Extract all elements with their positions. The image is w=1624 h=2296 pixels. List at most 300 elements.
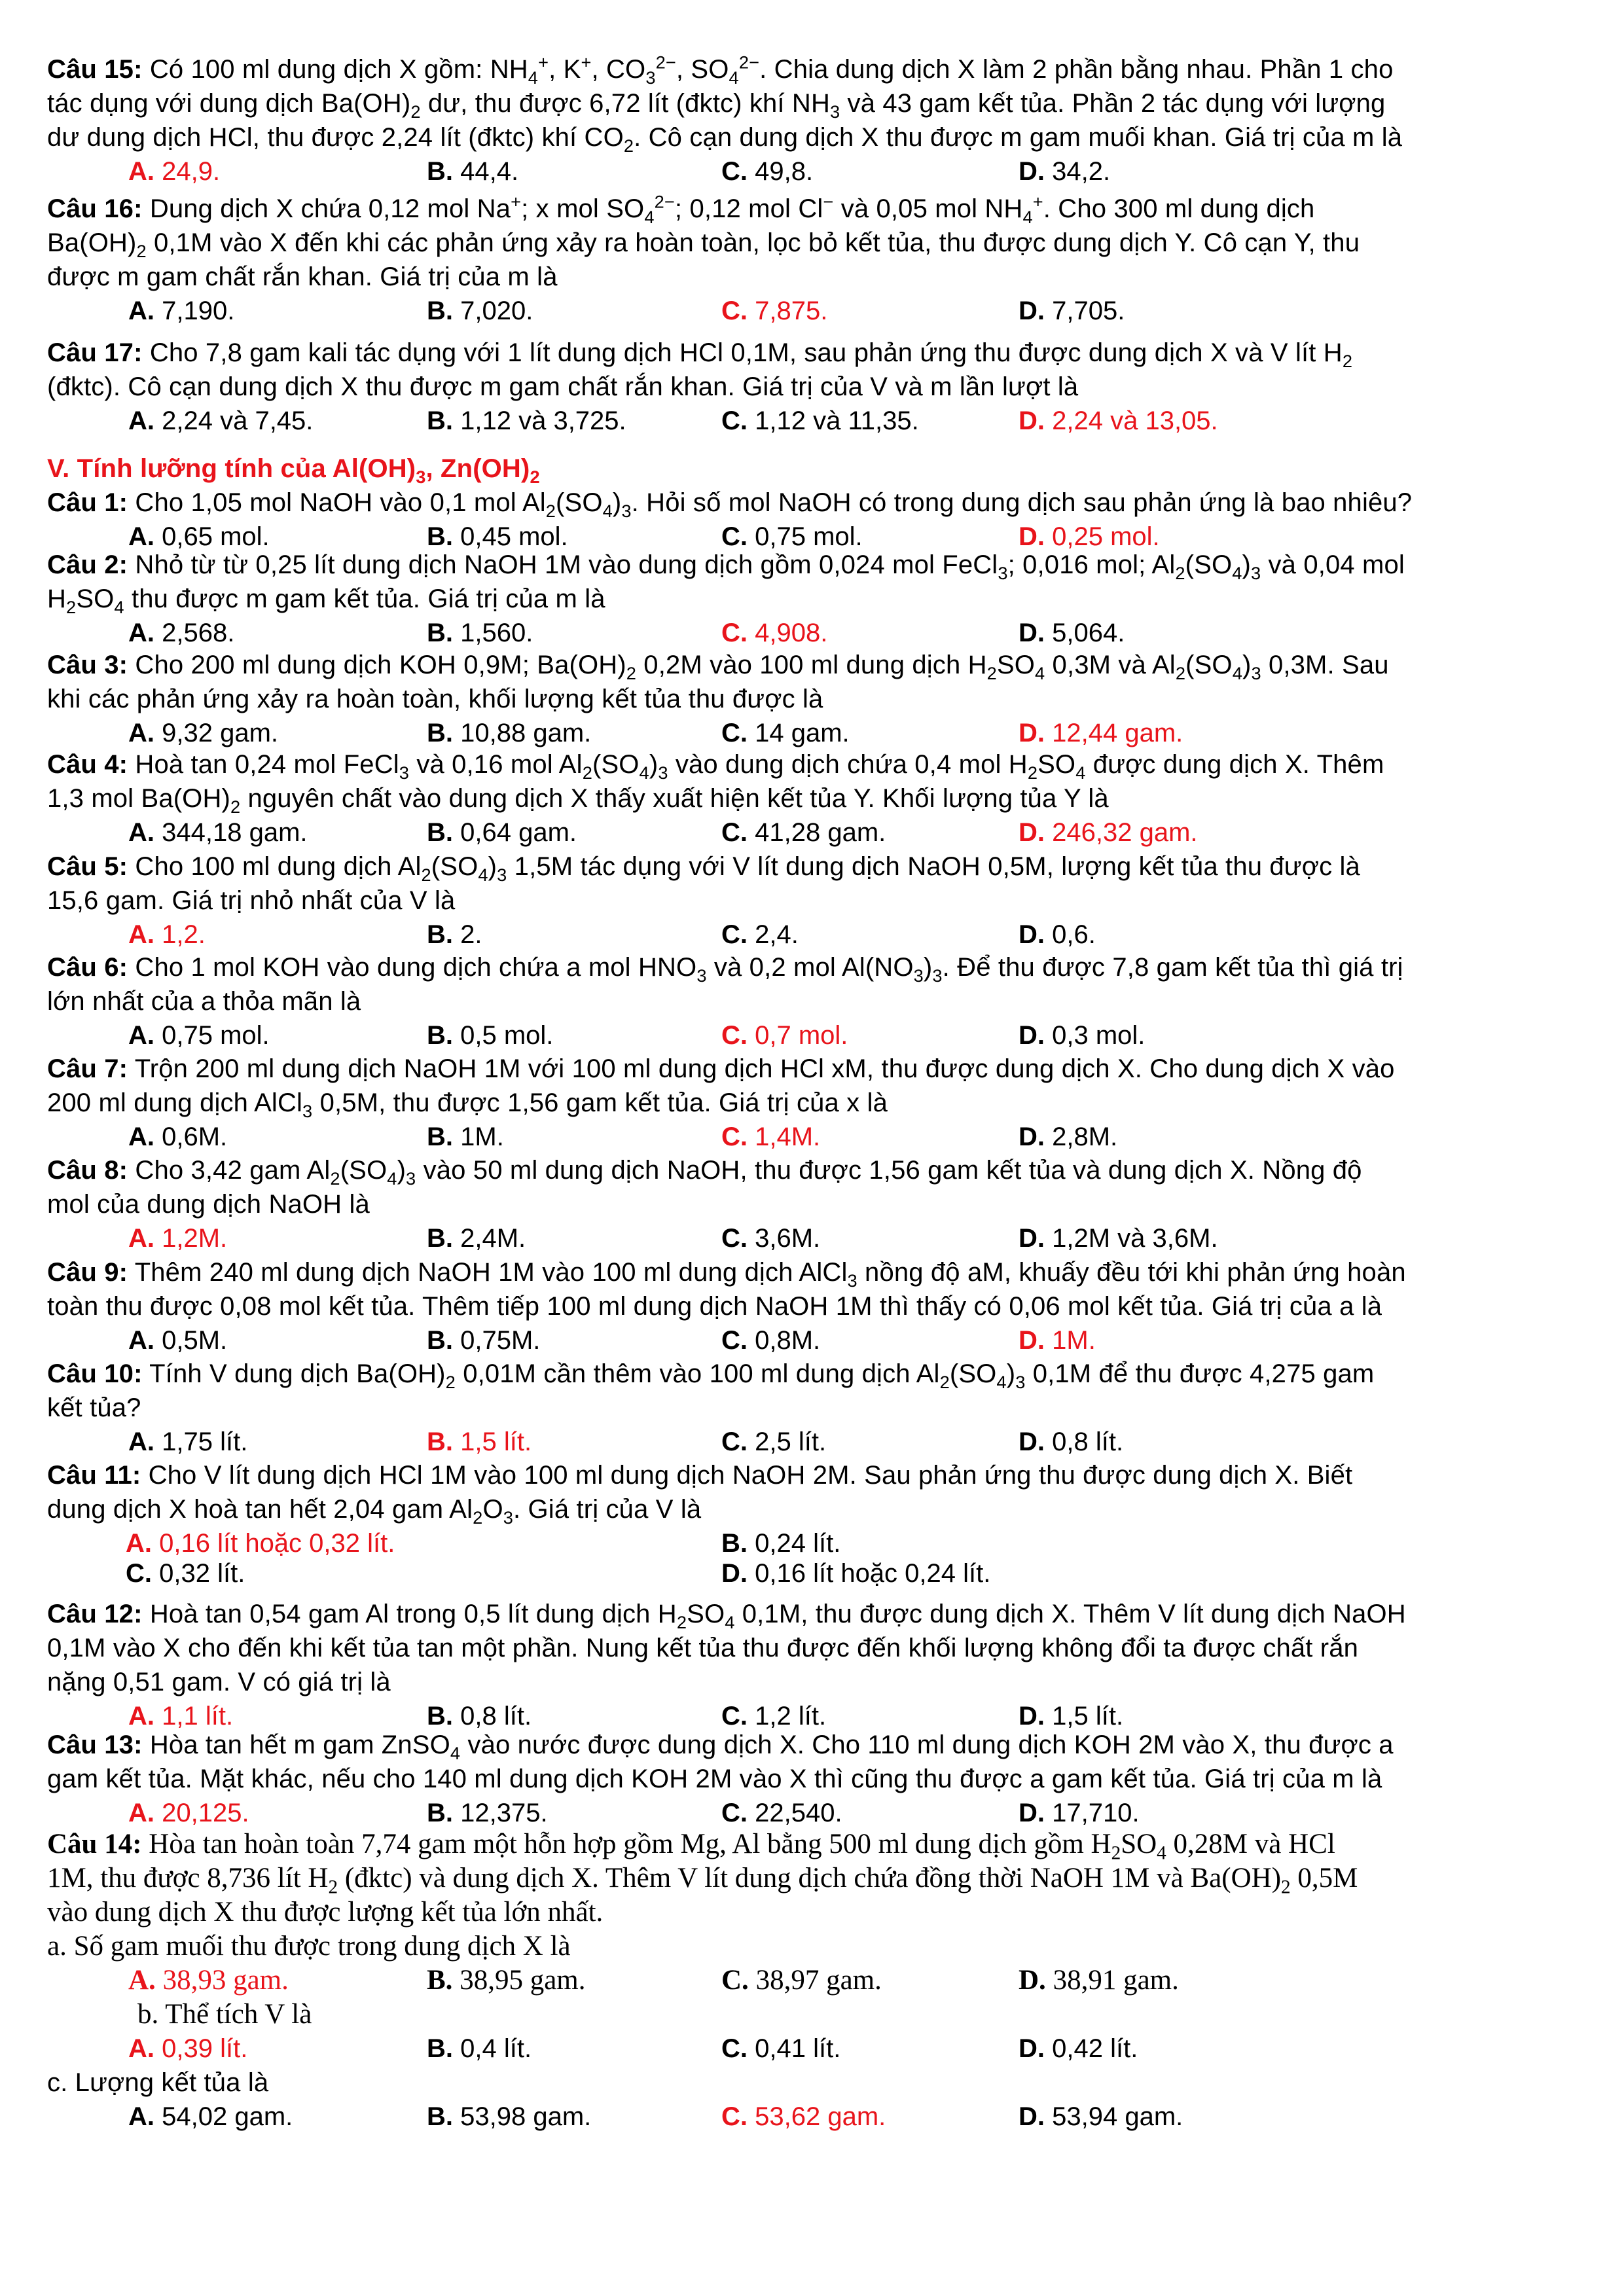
option-letter: D. — [721, 1559, 748, 1588]
question-text: Dung dịch X chứa 0,12 mol Na+; x mol $SO_4^{2-}$; 0,12 mol Cl− và 0,05 mol $NH_4^+$. Cho 300 ml dung dịch — [149, 191, 1315, 227]
option-text: 53,94 gam. — [1052, 2102, 1183, 2131]
option-letter: A. — [128, 2034, 154, 2063]
answer-option[interactable] — [128, 404, 313, 438]
question-text: 200 ml dung dịch AlCl$_3$ 0,5M, thu được 1,56 gam kết tủa. Giá trị của x là — [47, 1088, 888, 1121]
s8-line — [47, 1187, 1579, 1221]
option-letter: A. — [126, 1529, 152, 1558]
section-heading: V. Tính lưỡng tính của $Al(OH)_3$, $Zn(OH)_2$ — [47, 454, 540, 487]
option-letter: C. — [721, 2102, 748, 2131]
question-number: Câu 3: — [47, 651, 128, 679]
option-letter: A. — [128, 1799, 154, 1827]
q15-line — [47, 86, 1579, 120]
option-letter: C. — [721, 1799, 748, 1827]
s4-line — [47, 781, 1579, 816]
option-text: 2,5 lít. — [755, 1427, 827, 1456]
option-letter: C. — [721, 1702, 748, 1731]
s1-line — [47, 486, 1579, 520]
answer-option[interactable] — [721, 1964, 882, 1998]
option-text: 1M. — [460, 1122, 504, 1151]
option-text: 14 gam. — [755, 719, 850, 747]
question-text: Cho 200 ml dung dịch KOH 0,9M; $Ba(OH)_2$ 0,2M vào 100 ml dung dịch $H_2SO_4$ 0,3M và $Al_2(SO_4)_3$ 0,3M. Sau — [135, 651, 1389, 683]
question-text: a. Số gam muối thu được trong dung dịch X là — [47, 1931, 571, 1962]
answer-option[interactable] — [721, 404, 919, 438]
option-text: 0,24 lít. — [755, 1529, 841, 1558]
answer-option[interactable] — [721, 2032, 840, 2066]
question-text: Cho 1 mol KOH vào dung dịch chứa a mol $HNO_3$ và 0,2 mol $Al(NO_3)_3$. Để thu được 7,8 gam kết tủa thì giá trị — [135, 953, 1403, 986]
option-letter: A. — [128, 1965, 156, 1996]
question-text: dư dung dịch HCl, thu được 2,24 lít (đktc) khí $CO_2$. Cô cạn dung dịch X thu được m gam muối khan. Giá trị của m là — [47, 123, 1403, 156]
option-letter: D. — [1019, 1965, 1046, 1996]
question-text: mol của dung dịch NaOH là — [47, 1190, 370, 1219]
option-letter: C. — [721, 406, 748, 435]
question-text: Hoà tan 0,54 gam Al trong 0,5 lít dung dịch $H_2SO_4$ 0,1M, thu được dung dịch X. Thêm V lít dung dịch NaOH — [149, 1600, 1406, 1632]
answer-option[interactable] — [427, 1120, 504, 1154]
question-number: Câu 13: — [47, 1731, 143, 1759]
option-text: 49,8. — [755, 157, 814, 186]
option-text: 0,16 lít hoặc 0,24 lít. — [755, 1559, 991, 1588]
option-text: 1,560. — [460, 619, 533, 647]
question-text: toàn thu được 0,08 mol kết tủa. Thêm tiếp 100 ml dung dịch NaOH 1M thì thấy có 0,06 mol kết tủa. Giá trị của a là — [47, 1292, 1382, 1321]
question-text: Hoà tan 0,24 mol FeCl$_3$ và 0,16 mol $Al_2(SO_4)_3$ vào dung dịch chứa 0,4 mol $H_2SO_4$ được dung dịch X. Thêm — [135, 750, 1384, 783]
s9-line — [47, 1289, 1579, 1323]
option-text: 1,2M. — [162, 1224, 228, 1253]
s8-line — [47, 1153, 1579, 1187]
s13-line — [47, 1728, 1579, 1762]
option-letter: C. — [721, 1326, 748, 1355]
question-number: Câu 15: — [47, 55, 143, 84]
option-text: 5,064. — [1052, 619, 1125, 647]
s14-line — [47, 1895, 1579, 1929]
option-text: 0,16 lít hoặc 0,32 lít. — [159, 1529, 395, 1558]
q16-line — [47, 260, 1579, 294]
question-number: Câu 5: — [47, 852, 128, 881]
option-letter: C. — [721, 1122, 748, 1151]
option-text: 7,875. — [755, 296, 828, 325]
option-letter: C. — [721, 1021, 748, 1050]
answer-option[interactable] — [126, 1556, 245, 1590]
answer-option[interactable] — [1019, 154, 1110, 188]
option-text: 2. — [460, 920, 482, 949]
option-text: 0,4 lít. — [460, 2034, 532, 2063]
q17-line — [47, 336, 1579, 370]
option-letter: C. — [721, 296, 748, 325]
option-text: 1,12 và 11,35. — [755, 406, 919, 435]
option-text: 12,44 gam. — [1052, 719, 1183, 747]
answer-option[interactable] — [128, 2100, 293, 2134]
option-letter: A. — [128, 920, 154, 949]
option-text: 24,9. — [162, 157, 221, 186]
option-letter: C. — [721, 1965, 749, 1996]
option-letter: B. — [427, 2034, 453, 2063]
answer-option[interactable] — [427, 1221, 526, 1255]
option-letter: C. — [721, 920, 748, 949]
question-text: Nhỏ từ từ 0,25 lít dung dịch NaOH 1M vào dung dịch gồm 0,024 mol FeCl$_3$; 0,016 mol; $Al_2(SO_4)_3$ và 0,04 mol — [135, 550, 1405, 583]
option-text: 0,8 lít. — [460, 1702, 532, 1731]
option-letter: B. — [427, 1427, 453, 1456]
answer-option[interactable] — [427, 918, 482, 952]
option-text: 1,2. — [162, 920, 206, 949]
option-text: 44,4. — [460, 157, 519, 186]
answer-option[interactable] — [1019, 1796, 1140, 1830]
answer-option-correct[interactable] — [721, 1018, 848, 1052]
option-letter: A. — [128, 2102, 154, 2131]
option-letter: D. — [1019, 2102, 1045, 2131]
option-text: 53,98 gam. — [460, 2102, 592, 2131]
option-letter: D. — [1019, 818, 1045, 847]
s14-part-b — [137, 1998, 1624, 2032]
question-number: Câu 17: — [47, 338, 143, 367]
answer-option-correct[interactable] — [128, 154, 220, 188]
option-letter: D. — [1019, 1122, 1045, 1151]
question-text: $H_2SO_4$ thu được m gam kết tủa. Giá trị của m là — [47, 584, 605, 617]
answer-option-correct[interactable] — [128, 918, 206, 952]
option-letter: A. — [128, 157, 154, 186]
option-text: 22,540. — [755, 1799, 842, 1827]
option-text: 1,1 lít. — [162, 1702, 234, 1731]
answer-option[interactable] — [427, 1796, 548, 1830]
question-text: (đktc). Cô cạn dung dịch X thu được m gam chất rắn khan. Giá trị của V và m lần lượt là — [47, 372, 1079, 401]
answer-option-correct[interactable] — [721, 2100, 886, 2134]
option-letter: C. — [721, 522, 748, 551]
option-letter: D. — [1019, 1427, 1045, 1456]
option-letter: C. — [721, 157, 748, 186]
answer-option[interactable] — [128, 1120, 227, 1154]
q16-line — [47, 192, 1579, 226]
option-text: 2,24 và 7,45. — [162, 406, 314, 435]
option-text: 1M. — [1052, 1326, 1096, 1355]
option-text: 38,93 gam. — [162, 1965, 289, 1996]
question-text: $Ba(OH)_2$ 0,1M vào X đến khi các phản ứng xảy ra hoàn toàn, lọc bỏ kết tủa, thu được dung dịch Y. Cô cạn Y, thu — [47, 228, 1360, 261]
option-letter: B. — [721, 1529, 748, 1558]
option-letter: A. — [128, 1021, 154, 1050]
s7-line — [47, 1086, 1579, 1120]
s4-line — [47, 747, 1579, 781]
s14-line — [47, 1861, 1579, 1898]
answer-option-correct[interactable] — [1019, 1323, 1096, 1357]
answer-option-correct[interactable] — [427, 1425, 532, 1459]
answer-option[interactable] — [721, 716, 850, 750]
option-text: 7,190. — [162, 296, 235, 325]
option-text: 2,568. — [162, 619, 235, 647]
option-text: 344,18 gam. — [162, 818, 308, 847]
option-letter: A. — [128, 1702, 154, 1731]
option-text: 0,64 gam. — [460, 818, 577, 847]
answer-option-correct[interactable] — [128, 2032, 247, 2066]
question-text: Cho 100 ml dung dịch $Al_2(SO_4)_3$ 1,5M tác dụng với V lít dung dịch NaOH 0,5M, lượng kết tủa thu được là — [135, 852, 1360, 885]
option-text: 0,5 mol. — [460, 1021, 554, 1050]
option-text: 0,32 lít. — [159, 1559, 245, 1588]
question-number: Câu 9: — [47, 1258, 128, 1287]
option-letter: D. — [1019, 157, 1045, 186]
answer-option[interactable] — [1019, 1964, 1179, 1998]
option-letter: A. — [128, 522, 154, 551]
option-text: 2,4. — [755, 920, 799, 949]
answer-option-correct[interactable] — [128, 1964, 289, 1998]
question-text: Có 100 ml dung dịch X gồm: $NH_4^+$, K+, $CO_3^{2-}$, $SO_4^{2-}$. Chia dung dịch X làm 2 phần bằng nhau. Phần 1 cho — [149, 52, 1394, 88]
option-text: 9,32 gam. — [162, 719, 279, 747]
option-letter: D. — [1019, 1021, 1045, 1050]
answer-option[interactable] — [128, 1018, 270, 1052]
s3-line — [47, 648, 1579, 682]
s12-line — [47, 1631, 1579, 1665]
answer-option[interactable] — [721, 1556, 990, 1590]
option-letter: A. — [128, 296, 154, 325]
option-text: 0,42 lít. — [1052, 2034, 1138, 2063]
s9-line — [47, 1255, 1579, 1289]
option-text: 38,95 gam. — [460, 1965, 586, 1996]
answer-option[interactable] — [721, 918, 799, 952]
option-text: 53,62 gam. — [755, 2102, 886, 2131]
s2-line — [47, 548, 1579, 582]
option-letter: D. — [1019, 1702, 1045, 1731]
question-number: Câu 4: — [47, 750, 128, 779]
answer-option-correct[interactable] — [1019, 816, 1198, 850]
option-text: 1,5 lít. — [460, 1427, 532, 1456]
answer-option[interactable] — [1019, 918, 1096, 952]
s10-line — [47, 1357, 1579, 1391]
q15-line — [47, 120, 1579, 154]
option-letter: B. — [427, 818, 453, 847]
option-letter: D. — [1019, 522, 1045, 551]
s10-line — [47, 1391, 1579, 1425]
question-text: kết tủa? — [47, 1393, 141, 1422]
option-letter: B. — [427, 920, 453, 949]
question-number: Câu 16: — [47, 194, 143, 223]
question-text: Tính V dung dịch $Ba(OH)_2$ 0,01M cần thêm vào 100 ml dung dịch $Al_2(SO_4)_3$ 0,1M để thu được 4,275 gam — [149, 1359, 1375, 1392]
option-text: 0,7 mol. — [755, 1021, 848, 1050]
question-text: lớn nhất của a thỏa mãn là — [47, 987, 361, 1016]
question-text: Trộn 200 ml dung dịch NaOH 1M với 100 ml dung dịch HCl xM, thu được dung dịch X. Cho dung dịch X vào — [134, 1054, 1395, 1083]
answer-option-correct[interactable] — [128, 1796, 249, 1830]
s12-line — [47, 1665, 1579, 1699]
answer-option[interactable] — [721, 1425, 826, 1459]
option-letter: B. — [427, 1799, 453, 1827]
option-text: 0,75 mol. — [162, 1021, 270, 1050]
s12-line — [47, 1597, 1579, 1631]
option-text: 1,2M và 3,6M. — [1052, 1224, 1218, 1253]
question-text: tác dụng với dung dịch $Ba(OH)_2$ dư, thu được 6,72 lít (đktc) khí $NH_3$ và 43 gam kết tủa. Phần 2 tác dụng với lượng — [47, 89, 1386, 122]
question-text: được m gam chất rắn khan. Giá trị của m là — [47, 262, 558, 291]
s11-line — [47, 1458, 1579, 1492]
option-text: 17,710. — [1052, 1799, 1140, 1827]
option-letter: A. — [128, 1326, 154, 1355]
option-text: 38,91 gam. — [1053, 1965, 1179, 1996]
option-letter: C. — [721, 1224, 748, 1253]
option-text: 0,41 lít. — [755, 2034, 841, 2063]
option-text: 246,32 gam. — [1052, 818, 1198, 847]
question-number: Câu 14: — [47, 1829, 142, 1859]
answer-option-correct[interactable] — [128, 1221, 227, 1255]
question-text: Hòa tan hết m gam ZnSO$_4$ vào nước được dung dịch X. Cho 110 ml dung dịch KOH 2M vào X, thu được a — [149, 1731, 1394, 1763]
answer-option[interactable] — [1019, 1018, 1145, 1052]
question-number: Câu 1: — [47, 488, 128, 517]
s6-line — [47, 984, 1579, 1018]
option-letter: C. — [721, 619, 748, 647]
option-letter: A. — [128, 1427, 154, 1456]
answer-option[interactable] — [427, 1964, 585, 1998]
s7-line — [47, 1052, 1579, 1086]
option-letter: B. — [427, 1021, 453, 1050]
option-letter: A. — [128, 719, 154, 747]
answer-option[interactable] — [427, 404, 626, 438]
option-text: 2,4M. — [460, 1224, 526, 1253]
question-text: c. Lượng kết tủa là — [47, 2068, 269, 2097]
answer-option[interactable] — [721, 1221, 820, 1255]
answer-option[interactable] — [1019, 1221, 1218, 1255]
answer-option[interactable] — [128, 816, 308, 850]
answer-option[interactable] — [721, 1526, 840, 1560]
option-letter: C. — [721, 2034, 748, 2063]
answer-option[interactable] — [1019, 2100, 1183, 2134]
option-text: 0,5M. — [162, 1326, 228, 1355]
s5-line — [47, 884, 1579, 918]
option-letter: D. — [1019, 1224, 1045, 1253]
answer-option[interactable] — [721, 1323, 820, 1357]
q17-line — [47, 370, 1579, 404]
question-number: Câu 2: — [47, 550, 128, 579]
s14-part-c — [47, 2066, 1579, 2100]
option-text: 3,6M. — [755, 1224, 821, 1253]
question-text: Cho 3,42 gam $Al_2(SO_4)_3$ vào 50 ml dung dịch NaOH, thu được 1,56 gam kết tủa và dung dịch X. Nồng độ — [135, 1156, 1362, 1189]
option-letter: D. — [1019, 920, 1045, 949]
question-text: khi các phản ứng xảy ra hoàn toàn, khối lượng kết tủa thu được là — [47, 685, 823, 713]
answer-option[interactable] — [128, 616, 234, 650]
option-letter: B. — [427, 157, 453, 186]
question-text: Thêm 240 ml dung dịch NaOH 1M vào 100 ml dung dịch AlCl$_3$ nồng độ aM, khuấy đều tới khi phản ứng hoàn — [134, 1258, 1406, 1291]
answer-option[interactable] — [427, 2100, 591, 2134]
s13-line — [47, 1762, 1579, 1796]
answer-option[interactable] — [427, 616, 533, 650]
option-letter: B. — [427, 522, 453, 551]
option-text: 1,4M. — [755, 1122, 821, 1151]
question-text: vào dung dịch X thu được lượng kết tủa lớn nhất. — [47, 1897, 604, 1928]
answer-option[interactable] — [427, 294, 533, 328]
option-text: 7,020. — [460, 296, 533, 325]
answer-option[interactable] — [1019, 1425, 1123, 1459]
option-text: 1,5 lít. — [1052, 1702, 1124, 1731]
option-text: 7,705. — [1052, 296, 1125, 325]
question-text: Cho 1,05 mol NaOH vào 0,1 mol $Al_2(SO_4)_3$. Hỏi số mol NaOH có trong dung dịch sau phản ứng là bao nhiêu? — [135, 488, 1413, 521]
answer-option[interactable] — [427, 716, 591, 750]
answer-option[interactable] — [427, 154, 518, 188]
option-text: 0,6M. — [162, 1122, 228, 1151]
option-letter: D. — [1019, 296, 1045, 325]
option-text: 0,75M. — [460, 1326, 541, 1355]
option-letter: B. — [427, 1122, 453, 1151]
answer-option[interactable] — [1019, 616, 1125, 650]
option-text: 12,375. — [460, 1799, 548, 1827]
question-number: Câu 8: — [47, 1156, 128, 1185]
question-text: b. Thể tích V là — [137, 1999, 312, 2030]
answer-option[interactable] — [721, 816, 886, 850]
question-text: Hòa tan hoàn toàn 7,74 gam một hỗn hợp gồm Mg, Al bằng 500 ml dung dịch gồm $H_2SO_4$ 0,28M và HCl — [149, 1829, 1335, 1864]
option-letter: D. — [1019, 1326, 1045, 1355]
answer-option[interactable] — [128, 294, 234, 328]
option-text: 34,2. — [1052, 157, 1111, 186]
answer-option[interactable] — [1019, 2032, 1138, 2066]
s5-line — [47, 850, 1579, 884]
option-letter: D. — [1019, 406, 1045, 435]
answer-option[interactable] — [721, 154, 813, 188]
q16-line — [47, 226, 1579, 260]
option-letter: C. — [721, 1427, 748, 1456]
answer-option-correct[interactable] — [721, 616, 827, 650]
option-text: 0,3 mol. — [1052, 1021, 1146, 1050]
option-letter: B. — [427, 406, 453, 435]
answer-option[interactable] — [1019, 294, 1125, 328]
option-letter: D. — [1019, 2034, 1045, 2063]
option-text: 20,125. — [162, 1799, 249, 1827]
question-number: Câu 10: — [47, 1359, 143, 1388]
option-text: 2,8M. — [1052, 1122, 1118, 1151]
question-number: Câu 11: — [47, 1461, 141, 1490]
question-number: Câu 12: — [47, 1600, 143, 1628]
option-letter: C. — [126, 1559, 152, 1588]
question-text: 1,3 mol $Ba(OH)_2$ nguyên chất vào dung dịch X thấy xuất hiện kết tủa Y. Khối lượng tủa Y là — [47, 784, 1109, 817]
option-letter: D. — [1019, 1799, 1045, 1827]
option-letter: B. — [427, 1965, 453, 1996]
option-letter: C. — [721, 818, 748, 847]
question-text: gam kết tủa. Mặt khác, nếu cho 140 ml dung dịch KOH 2M vào X thì cũng thu được a gam kết tủa. Giá trị của m là — [47, 1765, 1382, 1793]
answer-option[interactable] — [427, 1323, 540, 1357]
answer-option[interactable] — [427, 2032, 532, 2066]
option-text: 1,2 lít. — [755, 1702, 827, 1731]
option-text: 0,45 mol. — [460, 522, 568, 551]
answer-option-correct[interactable] — [721, 1120, 820, 1154]
answer-option-correct[interactable] — [1019, 404, 1218, 438]
answer-option[interactable] — [128, 1323, 227, 1357]
question-text: 15,6 gam. Giá trị nhỏ nhất của V là — [47, 886, 456, 915]
q15-line — [47, 52, 1579, 86]
option-letter: B. — [427, 1702, 453, 1731]
option-text: 54,02 gam. — [162, 2102, 293, 2131]
s6-line — [47, 950, 1579, 984]
s2-line — [47, 582, 1579, 616]
question-text: Cho V lít dung dịch HCl 1M vào 100 ml dung dịch NaOH 2M. Sau phản ứng thu được dung dịch X. Biết — [148, 1461, 1353, 1490]
answer-option-correct[interactable] — [126, 1526, 395, 1560]
option-text: 38,97 gam. — [755, 1965, 882, 1996]
answer-option[interactable] — [128, 716, 278, 750]
option-letter: D. — [1019, 619, 1045, 647]
option-letter: B. — [427, 1326, 453, 1355]
option-text: 0,8M. — [755, 1326, 821, 1355]
option-text: 10,88 gam. — [460, 719, 592, 747]
answer-option[interactable] — [427, 1018, 553, 1052]
question-number: Câu 7: — [47, 1054, 128, 1083]
option-text: 1,75 lít. — [162, 1427, 248, 1456]
option-text: 0,8 lít. — [1052, 1427, 1124, 1456]
option-letter: D. — [1019, 719, 1045, 747]
answer-option-correct[interactable] — [1019, 716, 1183, 750]
option-text: 0,39 lít. — [162, 2034, 248, 2063]
answer-option[interactable] — [721, 1796, 842, 1830]
option-text: 1,12 và 3,725. — [460, 406, 626, 435]
option-text: 2,24 và 13,05. — [1052, 406, 1218, 435]
option-text: 0,25 mol. — [1052, 522, 1160, 551]
answer-option[interactable] — [427, 816, 577, 850]
option-text: 41,28 gam. — [755, 818, 886, 847]
option-letter: A. — [128, 619, 154, 647]
question-text: 1M, thu được 8,736 lít $H_2$ (đktc) và dung dịch X. Thêm V lít dung dịch chứa đồng thời NaOH 1M và $Ba(OH)_2$ 0,5M — [47, 1863, 1358, 1898]
option-text: 0,65 mol. — [162, 522, 270, 551]
answer-option-correct[interactable] — [721, 294, 827, 328]
answer-option[interactable] — [128, 1425, 247, 1459]
question-text: dung dịch X hoà tan hết 2,04 gam $Al_2O_3$. Giá trị của V là — [47, 1495, 702, 1528]
option-letter: B. — [427, 719, 453, 747]
question-text: Cho 7,8 gam kali tác dụng với 1 lít dung dịch HCl 0,1M, sau phản ứng thu được dung dịch X và V lít $H_2$ — [149, 338, 1353, 371]
answer-option[interactable] — [1019, 1120, 1117, 1154]
option-text: 0,75 mol. — [755, 522, 863, 551]
